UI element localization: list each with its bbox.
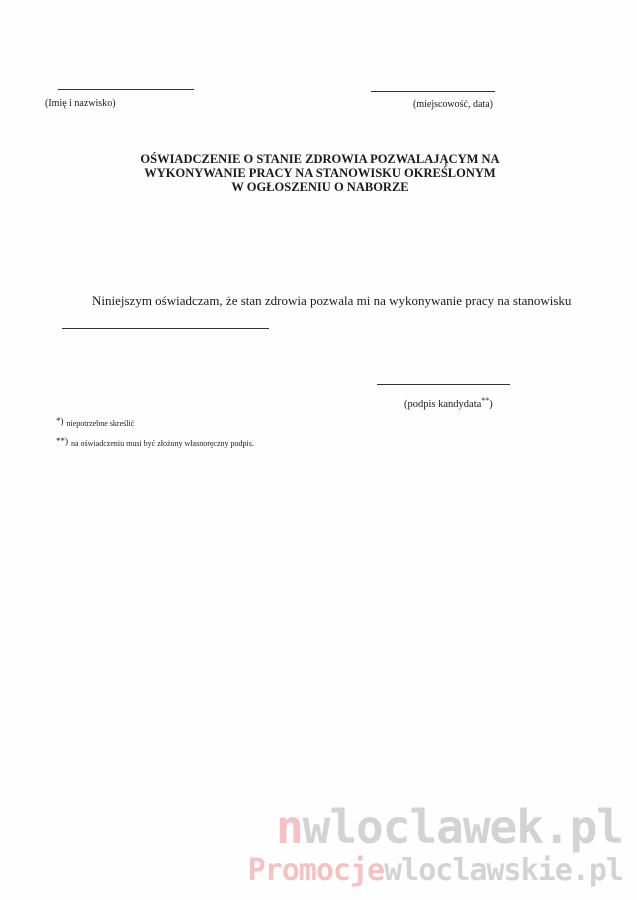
footnote-1 (56, 416, 134, 428)
place-date-caption: (miejscowość, data) (413, 99, 493, 110)
name-caption: (Imię i nazwisko) (45, 98, 116, 109)
footnote-2 (56, 436, 254, 448)
position-line (62, 328, 269, 329)
statement-text: Niniejszym oświadczam, że stan zdrowia pozwala mi na wykonywanie pracy na stanowisku (92, 293, 572, 308)
document-title (120, 152, 520, 194)
footnote-1-text: niepotrzebne skreślić (66, 419, 135, 428)
signature-caption: (podpis kandydata**) (404, 396, 493, 410)
title-line-1: OŚWIADCZENIE O STANIE ZDROWIA POZWALAJĄCYM NA (140, 152, 500, 166)
title-line-3: W OGŁOSZENIU O NABORZE (231, 180, 409, 194)
place-date-line (371, 91, 495, 92)
footnote-2-marker: **) (56, 436, 68, 446)
signature-marker: ** (481, 396, 490, 405)
watermark-logo-primary: nwloclawek.pl (275, 800, 623, 854)
footnote-1-marker: *) (56, 416, 64, 426)
signature-line (377, 384, 510, 385)
watermark-logo-secondary: Promocjewloclawskie.pl (247, 853, 623, 888)
footnote-2-text: na oświadczeniu musi być złożony własnoręczny podpis. (71, 439, 254, 448)
name-line (58, 89, 194, 90)
title-line-2: WYKONYWANIE PRACY NA STANOWISKU OKREŚLONYM (144, 166, 496, 180)
